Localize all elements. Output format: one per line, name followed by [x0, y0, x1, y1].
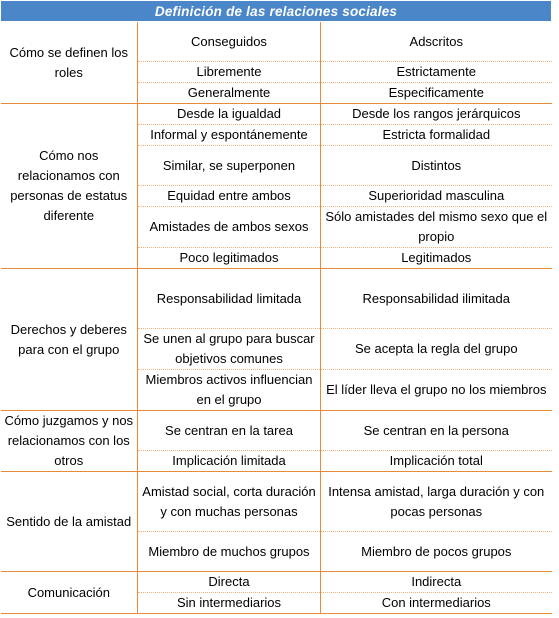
left-value-cell: Conseguidos — [138, 22, 321, 62]
right-value-cell: Intensa amistad, larga duración y con pocas personas — [321, 472, 552, 532]
left-value-cell: Amistades de ambos sexos — [138, 207, 321, 248]
right-value-cell: Especificamente — [321, 83, 552, 104]
left-value-cell: Generalmente — [138, 83, 321, 104]
left-value-cell: Informal y espontánemente — [138, 125, 321, 146]
table-title: Definición de las relaciones sociales — [1, 1, 552, 22]
right-value-cell: Sólo amistades del mismo sexo que el propio — [321, 207, 552, 248]
table-row — [1, 472, 552, 532]
right-value-cell: El líder lleva el grupo no los miembros — [321, 370, 552, 411]
left-value-cell: Desde la igualdad — [138, 104, 321, 125]
right-value-cell: Implicación total — [321, 451, 552, 472]
left-value-cell: Implicación limitada — [138, 451, 321, 472]
left-value-cell: Equidad entre ambos — [138, 186, 321, 207]
right-value-cell: Indirecta — [321, 572, 552, 593]
left-value-cell: Directa — [138, 572, 321, 593]
category-cell: Cómo juzgamos y nos relacionamos con los otros — [1, 411, 138, 472]
left-value-cell: Libremente — [138, 62, 321, 83]
left-value-cell: Se centran en la tarea — [138, 411, 321, 451]
table-row — [1, 269, 552, 329]
table-row — [1, 572, 552, 593]
left-value-cell: Amistad social, corta duración y con muchas personas — [138, 472, 321, 532]
table-row — [1, 22, 552, 62]
category-cell: Cómo se definen los roles — [1, 22, 138, 104]
right-value-cell: Superioridad masculina — [321, 186, 552, 207]
right-value-cell: Estricta formalidad — [321, 125, 552, 146]
category-cell: Sentido de la amistad — [1, 472, 138, 572]
left-value-cell: Miembros activos influencian en el grupo — [138, 370, 321, 411]
right-value-cell: Responsabilidad ilimitada — [321, 269, 552, 329]
category-cell: Derechos y deberes para con el grupo — [1, 269, 138, 411]
left-value-cell: Poco legitimados — [138, 248, 321, 269]
table-row — [1, 104, 552, 125]
right-value-cell: Se acepta la regla del grupo — [321, 329, 552, 370]
right-value-cell: Se centran en la persona — [321, 411, 552, 451]
right-value-cell: Con intermediarios — [321, 593, 552, 614]
left-value-cell: Miembro de muchos grupos — [138, 532, 321, 572]
category-cell: Comunicación — [1, 572, 138, 614]
left-value-cell: Similar, se superponen — [138, 146, 321, 186]
table-row — [1, 411, 552, 451]
category-cell: Cómo nos relacionamos con personas de estatus diferente — [1, 104, 138, 269]
right-value-cell: Miembro de pocos grupos — [321, 532, 552, 572]
table-body — [1, 22, 552, 614]
right-value-cell: Estrictamente — [321, 62, 552, 83]
right-value-cell: Distintos — [321, 146, 552, 186]
left-value-cell: Responsabilidad limitada — [138, 269, 321, 329]
left-value-cell: Sin intermediarios — [138, 593, 321, 614]
right-value-cell: Desde los rangos jerárquicos — [321, 104, 552, 125]
left-value-cell: Se unen al grupo para buscar objetivos comunes — [138, 329, 321, 370]
right-value-cell: Legitimados — [321, 248, 552, 269]
right-value-cell: Adscritos — [321, 22, 552, 62]
